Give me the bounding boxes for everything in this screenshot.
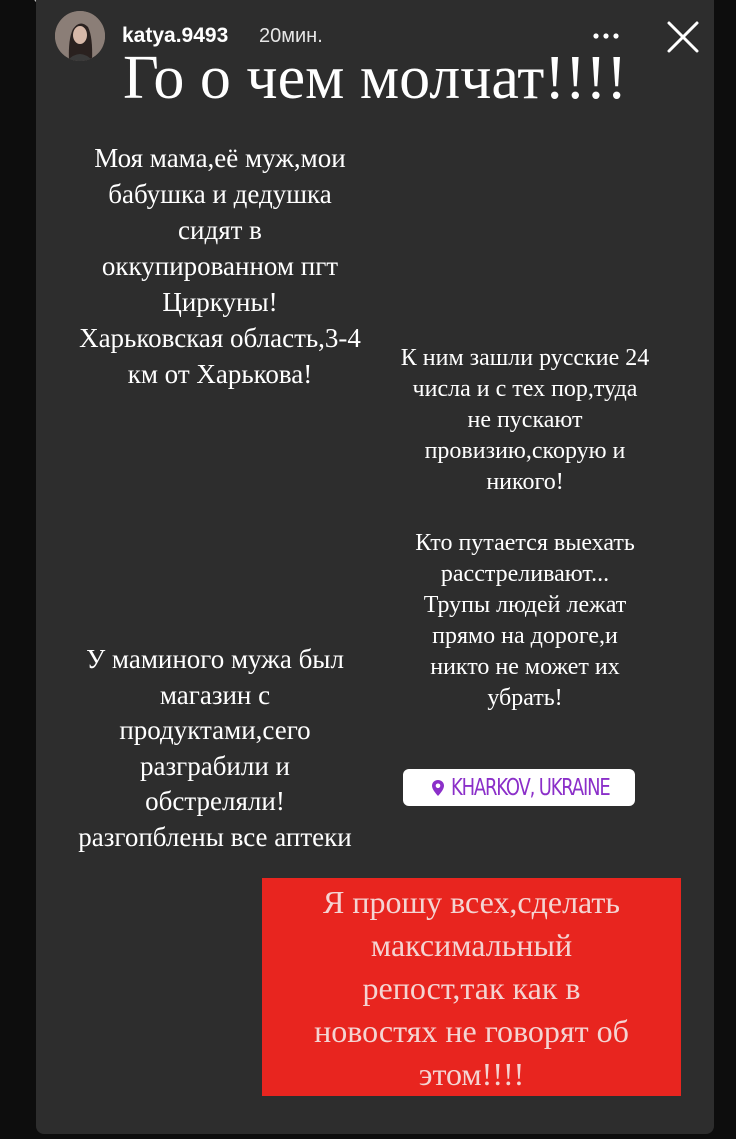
- text-line: новостях не говорят об: [314, 1013, 629, 1049]
- text-line: продуктами,сего: [119, 715, 311, 745]
- text-line: бабушка и дедушка: [108, 179, 332, 209]
- text-line: км от Харькова!: [127, 359, 313, 389]
- text-line: У маминого мужа был: [86, 644, 344, 674]
- text-line: провизию,скорую и: [424, 438, 626, 464]
- text-line: прямо на дороге,и: [432, 623, 618, 649]
- text-line: обстреляли!: [145, 786, 285, 816]
- text-line: никого!: [486, 469, 564, 495]
- story-headline: Го о чем молчат!!!!: [123, 44, 627, 112]
- story-username[interactable]: katya.9493: [122, 24, 229, 47]
- text-line: магазин с: [159, 679, 271, 710]
- text-block-left-top: [40, 140, 400, 392]
- text-line: Харьковская область,3-4: [79, 323, 361, 353]
- text-line: сидят в: [178, 215, 262, 245]
- text-line: Я прошу всех,сделать: [322, 884, 620, 920]
- location-sticker[interactable]: [403, 769, 635, 806]
- text-line: не пускают: [467, 407, 583, 433]
- text-line: максимальный: [370, 927, 573, 963]
- repost-appeal-box: [262, 878, 681, 1096]
- text-line: разгопблены все аптеки: [78, 821, 352, 852]
- text-block-right-mid: [365, 528, 685, 714]
- text-line: Циркуны!: [162, 287, 278, 317]
- location-label: KHARKOV, UKRAINE: [451, 774, 610, 801]
- text-line: числа и с тех пор,туда: [412, 376, 638, 402]
- location-pin-icon: [431, 779, 445, 797]
- text-line: Моя мама,её муж,мои: [94, 143, 346, 173]
- text-line: этом!!!!: [418, 1056, 525, 1092]
- text-line: Кто путается выехать: [415, 530, 635, 556]
- text-line: расстреливают...: [440, 561, 610, 587]
- story-time: 20мин.: [259, 25, 323, 47]
- text-line: разграбили и: [139, 750, 291, 781]
- text-line: Трупы людей лежат: [423, 592, 627, 618]
- text-line: убрать!: [487, 685, 563, 711]
- text-block-left-bottom: [40, 642, 390, 855]
- text-line: никто не может их: [430, 654, 620, 680]
- text-line: оккупированном пгт: [101, 251, 339, 281]
- text-line: репост,так как в: [362, 970, 581, 1006]
- text-block-right-top: [365, 343, 685, 498]
- text-line: К ним зашли русские 24: [400, 345, 650, 371]
